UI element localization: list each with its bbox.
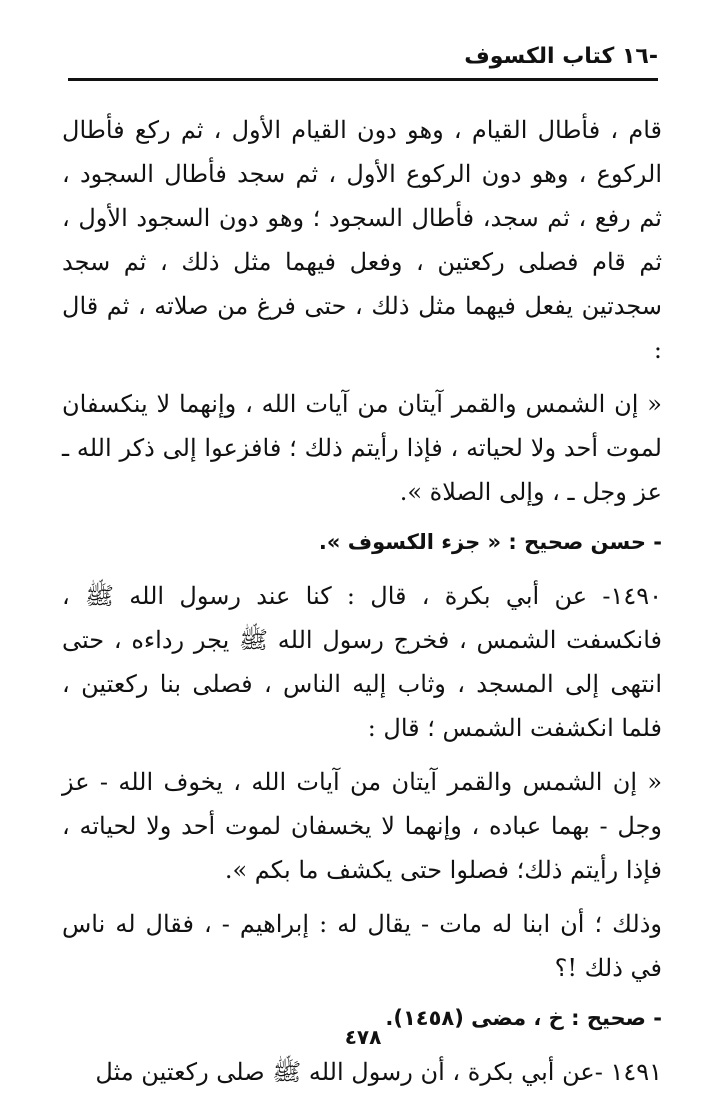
running-title: -١٦ كتاب الكسوف xyxy=(464,44,658,69)
header-rule xyxy=(68,78,658,81)
hadith-grade: - حسن صحيح : « جزء الكسوف ». xyxy=(318,530,662,554)
hadith-grade: - صحيح : خ ، مضى (١٤٥٨). xyxy=(385,1006,662,1030)
page-number: ٤٧٨ xyxy=(344,1025,382,1049)
paragraph-hadith-1490: ١٤٩٠- عن أبي بكرة ، قال : كنا عند رسول الله ﷺ ، فانكسفت الشمس ، فخرج رسول الله ﷺ يجر رداءه ، حتى انتهى إلى المسجد ، وثاب إليه الناس ، فصلى بنا ركعتين ، فلما انكشفت الشمس ؛ قال : xyxy=(62,582,662,742)
paragraph-context-note: وذلك ؛ أن ابنا له مات - يقال له : إبراهيم - ، فقال له ناس في ذلك !؟ xyxy=(62,910,662,982)
paragraph-continued-hadith: قام ، فأطال القيام ، وهو دون القيام الأول ، ثم ركع فأطال الركوع ، وهو دون الركوع الأول ، ثم سجد فأطال السجود ، ثم رفع ، ثم سجد، فأطال السجود ؛ وهو دون السجود الأول ، ثم قام فصلى ركعتين ، وفعل فيهما مثل ذلك ، ثم سجد سجدتين يفعل فيهما مثل ذلك ، حتى فرغ من صلاته ، ثم قال : xyxy=(62,116,663,364)
paragraph-hadith-1491: ١٤٩١ -عن أبي بكرة ، أن رسول الله ﷺ صلى ركعتين مثل xyxy=(95,1058,662,1086)
body-text xyxy=(62,108,662,1094)
paragraph-prophet-quote: « إن الشمس والقمر آيتان من آيات الله ، وإنهما لا ينكسفان لموت أحد ولا لحياته ، فإذا رأيتم ذلك ؛ فافزعوا إلى ذكر الله ـ عز وجل ـ ، وإلى الصلاة ». xyxy=(62,390,662,506)
paragraph-prophet-quote: « إن الشمس والقمر آيتان من آيات الله ، يخوف الله - عز وجل - بهما عباده ، وإنهما لا يخسفان لموت أحد ولا لحياته ، فإذا رأيتم ذلك؛ فصلوا حتى يكشف ما بكم ». xyxy=(62,768,662,884)
